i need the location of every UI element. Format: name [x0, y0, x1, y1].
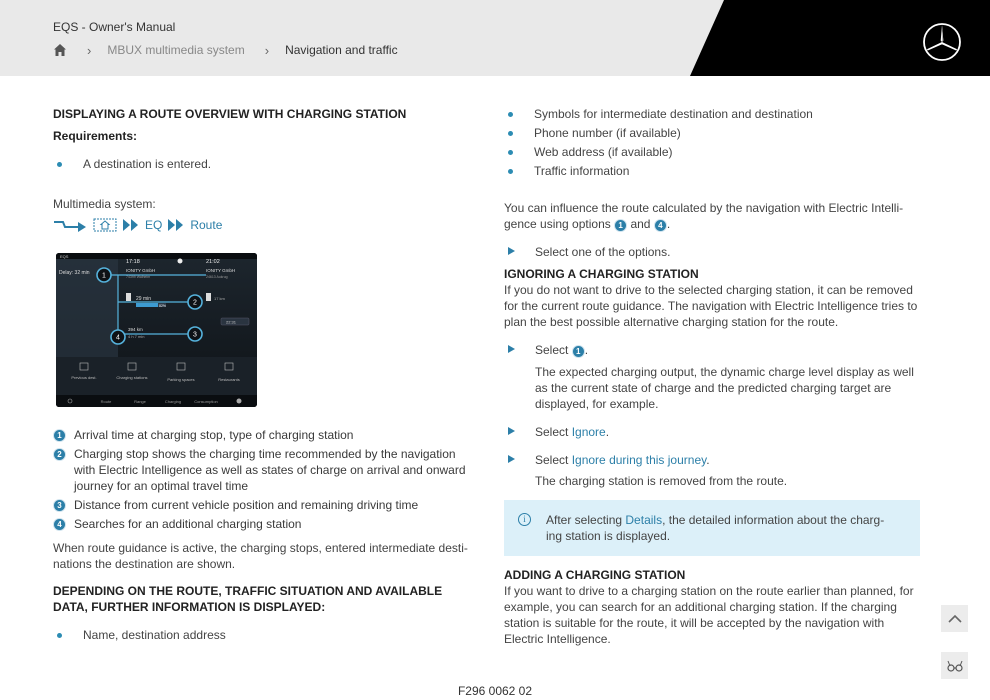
adding-section [504, 567, 922, 647]
details-link[interactable]: Details [625, 513, 663, 527]
multimedia-path [53, 216, 468, 234]
accessibility-button[interactable] [941, 652, 968, 679]
influence-text: You can influence the route calculated by the navigation with Electric Intelli-gence using options [504, 201, 904, 231]
info-item-text: Symbols for intermediate destination and destination [534, 107, 813, 121]
section-heading-adding: ADDING A CHARGING STATION [504, 568, 686, 582]
screen-soc: 82% [159, 304, 167, 308]
breadcrumb [53, 42, 398, 58]
screen-time1: 17:18 [126, 259, 140, 265]
removed-paragraph: The charging station is removed from the route. [535, 474, 788, 488]
arrow-right-icon [53, 218, 87, 232]
route-overview-screenshot [56, 253, 257, 407]
bullet-icon [508, 112, 513, 117]
info-list-item [53, 627, 468, 643]
section-heading-ignoring: IGNORING A CHARGING STATION [504, 267, 699, 281]
step-select-options [504, 244, 922, 260]
step-text: Select [535, 343, 569, 357]
callout-badge: 4 [53, 518, 66, 531]
callout-text: Distance from current vehicle position and remaining driving time [74, 498, 419, 512]
callout-item-2 [53, 446, 468, 494]
callout-item-4 [53, 516, 468, 532]
screen-duration: 4 h 7 min [128, 334, 145, 339]
ignoring-paragraph: If you do not want to drive to the selected charging station, it can be removed for the current route guidance. The navigation with Electric Intelligence tries to plan the best possible alternative charging station for the route. [504, 283, 918, 329]
option-badge-1[interactable]: 1 [572, 345, 585, 358]
screen-dest-addr: 24613 Aukrug [206, 275, 228, 279]
requirement-item [53, 156, 468, 172]
requirement-text: A destination is entered. [83, 157, 212, 171]
info-list-item [504, 125, 922, 141]
screen-stop1-addr: 74399 Walheim [126, 275, 151, 279]
info-item-text: Phone number (if available) [534, 126, 681, 140]
home-icon[interactable] [53, 43, 67, 57]
home-button-icon[interactable] [93, 218, 117, 232]
double-chevron-icon [168, 219, 184, 231]
screen-eta-tag: 22:31 [226, 319, 237, 325]
note-suffix: , the detailed information about the charg-ing station is displayed. [546, 513, 885, 543]
multimedia-label: Multimedia system: [53, 197, 156, 211]
figure-code: F296 0062 02 [457, 684, 533, 698]
callout-text: Searches for an additional charging station [74, 517, 302, 531]
callout-text: Charging stop shows the charging time recommended by the navigation with Electric Intelligence as well as states of charge on arrival and onward journey for an optimal travel time [74, 447, 466, 493]
influence-paragraph: You can influence the route calculated by the navigation with Electric Intelli-gence using options 1 and 4 . [504, 201, 904, 231]
screen-tab-charging: Charging [164, 399, 182, 404]
screen-soc-tag: 17 km [214, 296, 225, 301]
note-text [546, 512, 896, 544]
step-select-ignore-journey: Select Ignore during this journey. The charging station is removed from the route. [504, 452, 922, 489]
note-prefix: After selecting [546, 513, 623, 527]
mercedes-star-logo[interactable] [922, 22, 962, 62]
screen-btn-parking: Parking spaces [167, 377, 195, 382]
chevron-right-icon: › [264, 42, 270, 58]
screen-time2: 21:02 [206, 259, 220, 265]
callout-item-1 [53, 427, 468, 443]
guidance-paragraph: When route guidance is active, the charging stops, entered intermediate desti-nations the destination are shown. [53, 541, 468, 571]
svg-text:4: 4 [116, 334, 120, 342]
svg-text:2: 2 [193, 299, 197, 307]
path-eq[interactable]: EQ [145, 218, 163, 232]
step-select-option-1: Select 1 . The expected charging output, the dynamic charge level display as well as the current state of charge and the predicted charging target are displayed, for example. [504, 342, 922, 412]
requirements-label: Requirements: [53, 129, 138, 143]
step-arrow-icon [508, 345, 515, 353]
bullet-icon [508, 169, 513, 174]
bullet-icon [508, 150, 513, 155]
svg-text:EQS: EQS [60, 254, 69, 259]
bullet-icon [508, 131, 513, 136]
info-item-text: Web address (if available) [534, 145, 673, 159]
expected-paragraph: The expected charging output, the dynamic charge level display as well as the current state of charge and the predicted charging target are displayed, for example. [535, 365, 914, 411]
callout-badge: 2 [53, 448, 66, 461]
info-list-item [504, 106, 922, 122]
screen-btn-restaurants: Restaurants [218, 377, 240, 382]
step-arrow-icon [508, 427, 515, 435]
breadcrumb-item-mbux[interactable]: MBUX multimedia system [107, 43, 245, 57]
document-title: EQS - Owner's Manual [53, 20, 176, 34]
path-route[interactable]: Route [190, 218, 223, 232]
info-icon: i [518, 513, 531, 526]
adding-paragraph: If you want to drive to a charging station on the route earlier than planned, for example, you can search for an additional charging station. If the charging station is suitable for the route, it will be accepted by the navigation with Electric Intelligence. [504, 584, 914, 646]
screen-dest-name: IONITY GmbH [206, 268, 236, 273]
screen-btn-charging: Charging stations [116, 375, 148, 380]
double-chevron-icon [123, 219, 139, 231]
step-arrow-icon [508, 247, 515, 255]
chevron-right-icon: › [87, 42, 92, 58]
info-item-text: Traffic information [534, 164, 630, 178]
screen-stop1-name: IONITY GmbH [126, 268, 156, 273]
ignore-journey-link[interactable]: Ignore during this journey [571, 453, 707, 467]
section-heading-route-overview: DISPLAYING A ROUTE OVERVIEW WITH CHARGING STATION [53, 107, 407, 121]
step-text: Select [535, 425, 569, 439]
callout-item-3 [53, 497, 468, 513]
screen-delay: Delay: 32 min [59, 270, 90, 276]
scroll-to-top-button[interactable] [941, 605, 968, 632]
option-badge-1: 1 [614, 219, 627, 232]
note-box [504, 500, 920, 556]
page-header [0, 0, 990, 76]
right-column [504, 106, 922, 489]
step-select-ignore: Select Ignore. [504, 424, 922, 440]
screen-distance: 394 km [128, 327, 143, 332]
bullet-icon [57, 162, 62, 167]
callout-badge: 3 [53, 499, 66, 512]
screen-tab-range: Range [134, 399, 146, 404]
left-column-top [53, 106, 468, 234]
step-arrow-icon [508, 455, 515, 463]
bullet-icon [57, 633, 62, 638]
svg-text:1: 1 [102, 272, 106, 280]
step-text: Select [535, 453, 569, 467]
callout-text: Arrival time at charging stop, type of charging station [74, 428, 354, 442]
option-badge-4: 4 [654, 219, 667, 232]
svg-text:3: 3 [193, 331, 197, 339]
step-text: Select one of the options. [535, 245, 671, 259]
callout-badge: 1 [53, 429, 66, 442]
screen-tab-route: Route [100, 399, 112, 404]
info-list-item [504, 163, 922, 179]
and-word: and [630, 217, 651, 231]
screen-tab-consumption: Consumption [194, 399, 218, 404]
screen-btn-previous: Previous dest. [71, 375, 97, 380]
ignore-link[interactable]: Ignore [571, 425, 606, 439]
info-item-text: Name, destination address [83, 628, 226, 642]
screen-charge-time: 29 min [136, 296, 152, 302]
chevron-up-icon [948, 614, 962, 624]
section-heading-further-info: DEPENDING ON THE ROUTE, TRAFFIC SITUATION AND AVAILABLE DATA, FURTHER INFORMATION IS DISPLAYED: [53, 584, 443, 614]
glasses-icon [947, 659, 963, 673]
info-list-item [504, 144, 922, 160]
breadcrumb-item-current: Navigation and traffic [285, 43, 398, 57]
left-column-bottom [53, 427, 468, 643]
